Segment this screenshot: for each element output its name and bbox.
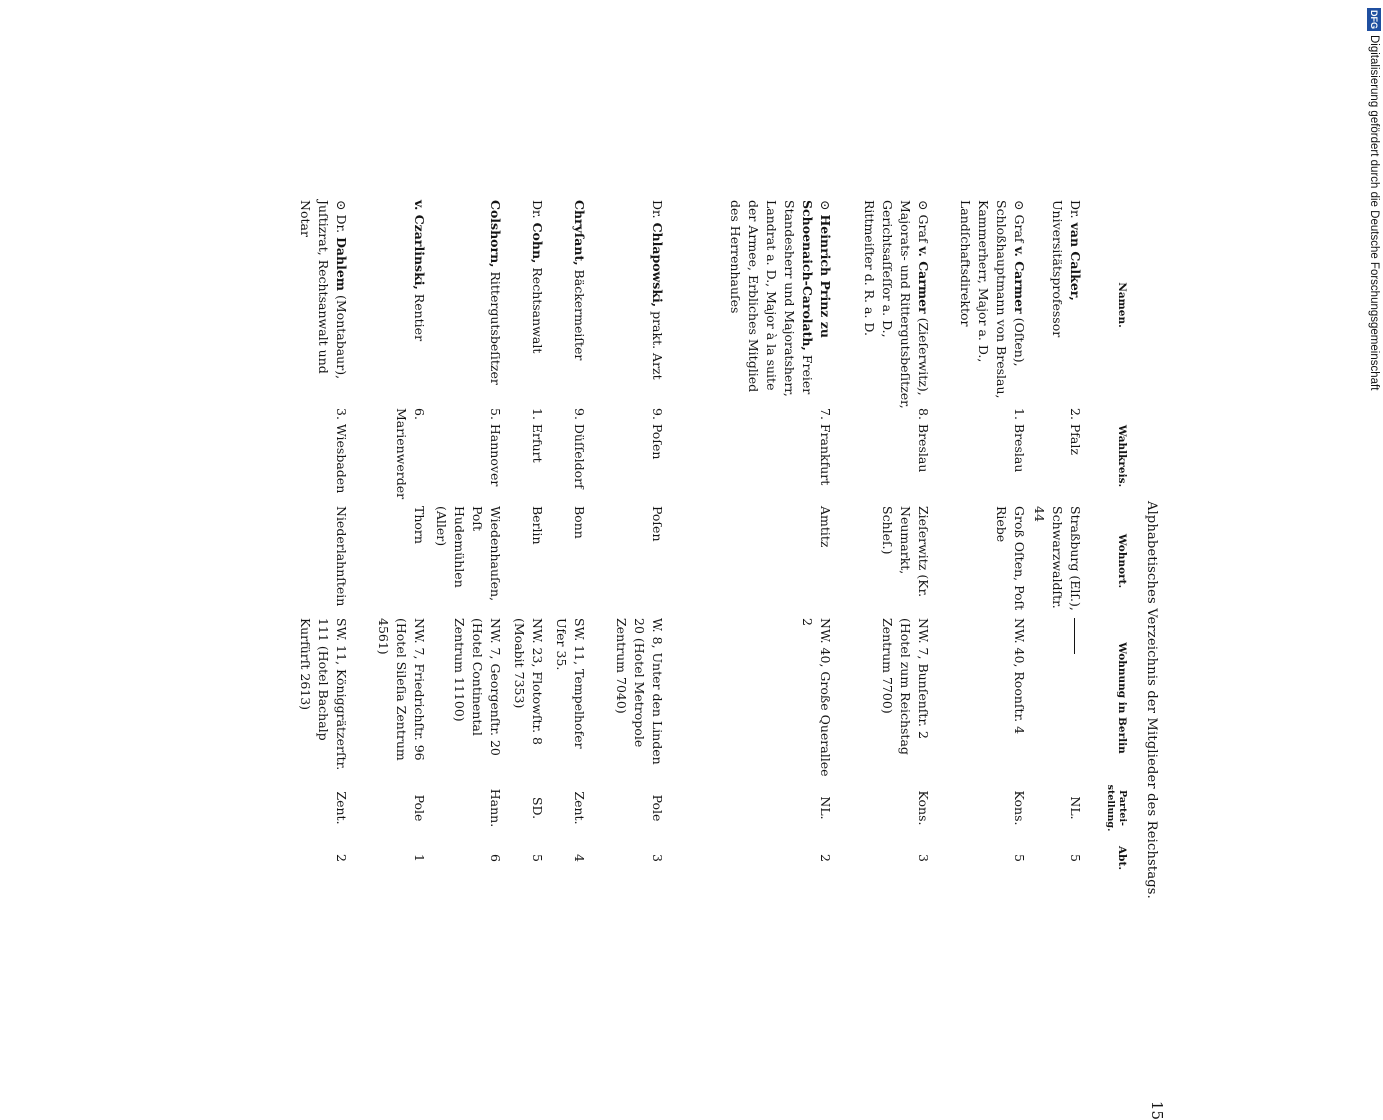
member-name xyxy=(956,200,1028,410)
wahlkreis: 2. Pfalz xyxy=(1068,408,1083,455)
circle-marker-icon: ⊙ xyxy=(818,200,833,211)
party: Pole xyxy=(412,794,427,822)
circle-marker-icon: ⊙ xyxy=(916,200,931,211)
party: Zent. xyxy=(334,791,349,825)
berlin-address: NW. 40, Roonſtr. 4 xyxy=(1012,618,1027,735)
division: 3 xyxy=(650,854,665,862)
member-name xyxy=(726,200,834,410)
party: NL. xyxy=(1068,796,1083,820)
name-prefix: Graf xyxy=(1012,214,1027,247)
berlin-address: SW. 11, Tempelhofer Ufer 35. xyxy=(554,618,587,749)
member-name xyxy=(648,200,666,410)
occupation: (Montabaur), Juſtizrat, Rechtsanwalt und Notar xyxy=(298,200,349,380)
surname: Chlapowski, xyxy=(650,222,665,308)
berlin-address: NW. 7, Georgenſtr. 20 (Hotel Continental Zentrum 11100) xyxy=(452,618,503,756)
wohnort: Wiedenhauſen, Poſt Hudemühlen (Aller) xyxy=(434,506,503,602)
empty-dash xyxy=(1074,618,1075,654)
party: Kons. xyxy=(1012,790,1027,826)
berlin-address: NW. 23, Flotowſtr. 8 (Moabit 7353) xyxy=(512,618,545,745)
name-prefix: Dr. xyxy=(530,200,545,223)
division: 5 xyxy=(1012,854,1027,862)
wahlkreis: 9. Poſen xyxy=(650,408,665,460)
member-name xyxy=(1048,200,1084,410)
credit-text: Digitalisierung gefördert durch die Deutsche Forschungsgemeinschaft xyxy=(1368,35,1380,391)
division: 2 xyxy=(818,854,833,862)
wohnort: Thorn xyxy=(412,506,427,544)
berlin-address: NW. 40, Große Querallee 2 xyxy=(800,618,833,777)
dfg-logo-icon: DFG xyxy=(1369,10,1379,29)
rotated-page xyxy=(230,200,1166,1120)
division: 4 xyxy=(572,854,587,862)
party: Pole xyxy=(650,794,665,822)
wohnort: Zieſerwitz (Kr. Neumarkt, Schleſ.) xyxy=(880,506,931,598)
surname: Chryſant, xyxy=(572,200,587,266)
column-header-wohnort: Wohnort. xyxy=(1116,533,1128,589)
wahlkreis: 3. Wiesbaden xyxy=(334,408,349,494)
division: 3 xyxy=(916,854,931,862)
wohnort: Groß Oſten, Poſt Riebe xyxy=(994,506,1027,611)
page-number: 15 xyxy=(1148,1100,1166,1120)
member-name xyxy=(486,200,504,410)
berlin-address: NW. 7, Friedrichſtr. 96 (Hotel Sileſia Zentrum 4561) xyxy=(376,618,427,761)
surname: van Calker, xyxy=(1068,222,1083,301)
member-name xyxy=(410,200,428,410)
name-prefix: Dr. xyxy=(650,200,665,223)
surname: Colshorn, xyxy=(488,200,503,268)
column-header-wahlkreis: Wahlkreis. xyxy=(1116,424,1128,488)
column-header-abt: Abt. xyxy=(1116,846,1128,870)
wahlkreis: 1. Breslau xyxy=(1012,408,1027,473)
berlin-address: NW. 7, Bunſenſtr. 2 (Hotel zum Reichstag Zentrum 7700) xyxy=(880,618,931,755)
wahlkreis: 6. Marienwerder xyxy=(394,408,427,500)
surname: Dahlem xyxy=(334,237,349,292)
wahlkreis: 9. Düſſeldorf xyxy=(572,408,587,489)
surname: Heinrich Prinz zu Schoenaich-Carolath, xyxy=(800,200,833,351)
wohnort: Straßburg (Elſ.), Schwarzwaldſtr. 44 xyxy=(1032,506,1083,611)
division: 5 xyxy=(1068,854,1083,862)
party: Hann. xyxy=(488,788,503,828)
circle-marker-icon: ⊙ xyxy=(334,200,349,211)
occupation: (Zieſerwitz), Majorats- und Rittergutsbeſitzer, Gerichtsaſſeſſor a. D., Rittmeiſter d. R. a. D. xyxy=(862,200,931,409)
wahlkreis: 5. Hannover xyxy=(488,408,503,487)
occupation: Rittergutsbeſitzer xyxy=(488,267,503,385)
berlin-address: W. 8, Unter den Linden 20 (Hotel Metropole Zentrum 7040) xyxy=(614,618,665,765)
column-header-partei: Partei-stellung. xyxy=(1105,784,1128,832)
occupation: (Oſten), Schloßhauptmann von Breslau, Kammerherr, Major a. D., Landſchaftsdirektor xyxy=(958,200,1027,399)
surname: v. Carmer xyxy=(916,246,931,314)
division: 5 xyxy=(530,854,545,862)
berlin-address xyxy=(1066,618,1084,778)
wahlkreis: 8. Breslau xyxy=(916,408,931,473)
surname: v. Czarlinski, xyxy=(412,200,427,290)
berlin-address: SW. 11, Königgrätzerſtr. 111 (Hotel Bachalp Kurfürſt 2613) xyxy=(298,618,349,771)
funding-credit xyxy=(1366,8,1382,391)
member-name xyxy=(296,200,350,410)
division: 6 xyxy=(488,854,503,862)
surname: Cohn, xyxy=(530,222,545,264)
party: Zent. xyxy=(572,791,587,825)
occupation: prakt. Arzt xyxy=(650,307,665,380)
party: NL. xyxy=(818,796,833,820)
party: Kons. xyxy=(916,790,931,826)
occupation: Universitätsprofessor xyxy=(1050,200,1065,338)
table-header xyxy=(1090,200,1128,1120)
name-prefix: Dr. xyxy=(1068,200,1083,223)
occupation: Bäckermeiſter xyxy=(572,265,587,361)
member-name xyxy=(570,200,588,410)
circle-marker-icon: ⊙ xyxy=(1012,200,1027,211)
wahlkreis: 7. Frankfurt xyxy=(818,408,833,486)
occupation: Freier Standesherr und Majoratsherr, Landrat a. D., Major à la suite der Armee, Erbliches Mitglied des Herrenhauſes xyxy=(728,200,815,397)
wahlkreis: 1. Erfurt xyxy=(530,408,545,463)
name-prefix: Graf xyxy=(916,214,931,247)
surname: v. Carmer xyxy=(1012,246,1027,314)
member-name xyxy=(860,200,932,410)
page-title: Alphabetisches Verzeichnis der Mitglieder des Reichstags. xyxy=(1144,500,1159,900)
member-name xyxy=(528,200,546,410)
occupation: Rentier xyxy=(412,289,427,342)
division: 1 xyxy=(412,854,427,862)
wohnort: Poſen xyxy=(650,506,665,542)
column-header-berlin: Wohnung in Berlin xyxy=(1116,642,1128,754)
occupation: Rechtsanwalt xyxy=(530,263,545,354)
name-prefix: Dr. xyxy=(334,214,349,238)
wohnort: Niederlahnſtein xyxy=(334,506,349,607)
wohnort: Amtitz xyxy=(818,506,833,548)
party: SD. xyxy=(530,796,545,820)
division: 2 xyxy=(334,854,349,862)
column-header-name: Namen. xyxy=(1116,282,1128,328)
wohnort: Bonn xyxy=(572,506,587,539)
wohnort: Berlin xyxy=(530,506,545,545)
